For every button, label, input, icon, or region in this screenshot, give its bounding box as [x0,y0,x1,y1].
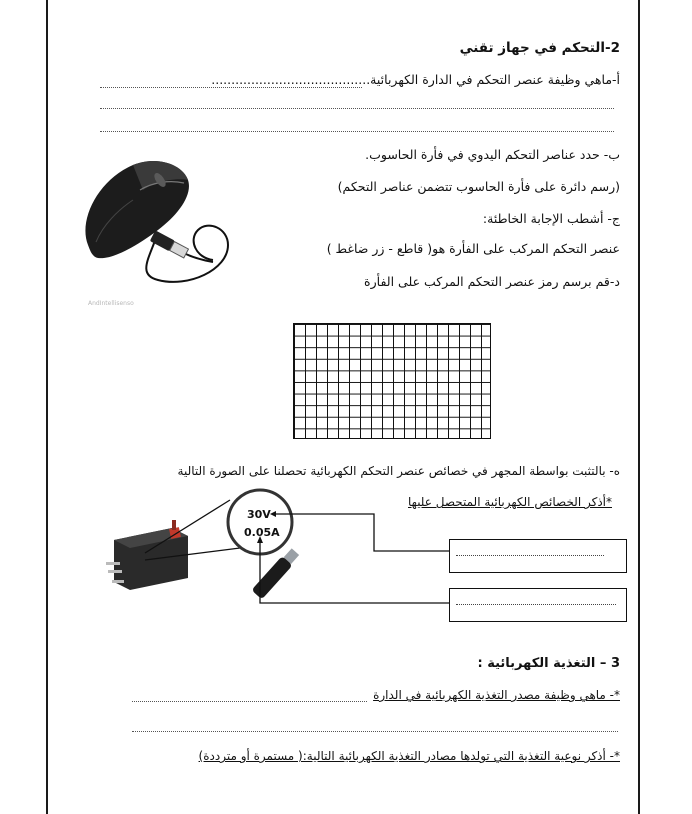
answer-line [132,731,618,732]
section3-question-2: *- أذكر نوعية التغذية التي تولدها مصادر التغذية الكهربائية التالية:( مستمرة أو مترددة) [198,749,620,763]
question-d: د-قم برسم رمز عنصر التحكم المركب على الفأرة [364,274,620,289]
section2-title: 2-التحكم في جهاز تقني [459,40,620,56]
answer-line [132,701,367,702]
answer-line [456,555,604,556]
answer-line [456,604,616,605]
section3-title: 3 – التغذية الكهربائية : [477,656,620,671]
magnifier-current: 0.05A [244,526,280,539]
answer-box-voltage[interactable] [449,539,627,573]
question-c: ج- أشطب الإجابة الخاطئة: [482,211,620,226]
question-b: ب- حدد عناصر التحكم اليدوي في فأرة الحاسوب. [365,147,620,162]
question-b-note: (رسم دائرة على فأرة الحاسوب تتضمن عناصر التحكم) [337,179,620,194]
question-e-sub: *أذكر الخصائص الكهربائية المتحصل عليها [408,495,612,509]
section3-question-1: *- ماهي وظيفة مصدر التغذية الكهربائية في الدارة [373,688,620,702]
question-e: ه- بالتثبت بواسطة المجهر في خصائص عنصر التحكم الكهربائية تحصلنا على الصورة التالية [177,464,620,478]
magnifier-voltage: 30V [247,508,271,521]
question-c-text: عنصر التحكم المركب على الفأرة هو( قاطع - زر ضاغط ) [326,241,620,256]
answer-box-current[interactable] [449,588,627,622]
question-a: أ-ماهي وظيفة عنصر التحكم في الدارة الكهربائية........................................ [211,72,620,87]
mouse-watermark: AndIntellisenso [88,300,134,307]
